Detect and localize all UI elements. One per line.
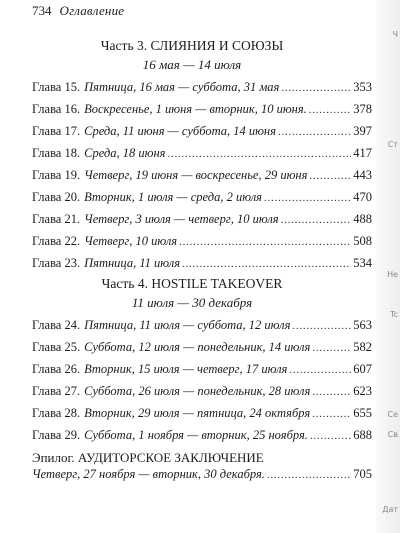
leader-dots [264,192,351,204]
leader-dots [281,82,351,94]
toc-entry[interactable] [32,80,372,98]
toc-entry[interactable] [32,168,372,186]
chapter-page: 470 [353,190,372,204]
chapter-dates: Пятница, 11 июля — суббота, 12 июля [84,318,291,332]
epilogue-page: 705 [353,467,372,481]
toc-entry[interactable] [32,190,372,208]
chapter-label: Глава 21. [32,212,81,226]
chapter-dates: Суббота, 26 июля — понедельник, 28 июля [84,384,311,398]
bleed-fragment: Tc [390,310,398,319]
bleed-fragment: Ст [387,140,398,149]
leader-dots [281,214,352,226]
chapter-label: Глава 19. [32,168,81,182]
leader-dots [312,342,351,354]
chapter-dates: Пятница, 11 июля [84,256,181,270]
chapter-dates: Воскресенье, 1 июня — вторник, 10 июня. [84,102,307,116]
bleed-fragment: Се [387,410,398,419]
bleed-fragment: Ч [392,30,398,39]
leader-dots [267,469,351,481]
chapter-label: Глава 20. [32,190,81,204]
toc-entry[interactable] [32,428,372,446]
toc-entry[interactable] [32,102,372,120]
bleed-fragment: Дат [382,505,398,514]
toc-entry[interactable] [32,146,372,164]
toc-entry[interactable] [32,212,372,230]
chapter-dates: Суббота, 12 июля — понедельник, 14 июля [84,340,311,354]
leader-dots [289,364,351,376]
toc-entry[interactable] [32,256,372,274]
toc-entry[interactable] [32,318,372,336]
chapter-page: 582 [353,340,372,354]
page-header [32,3,124,19]
chapter-label: Глава 15. [32,80,81,94]
chapter-page: 443 [353,168,372,182]
leader-dots [309,104,351,116]
chapter-page: 508 [353,234,372,248]
epilogue-desc: Четверг, 27 ноября — вторник, 30 декабря. [32,467,265,481]
chapter-label: Глава 29. [32,428,81,442]
bleed-fragment: He [387,270,398,279]
chapter-dates: Вторник, 15 июля — четверг, 17 июля [84,362,288,376]
chapter-dates: Вторник, 1 июля — среда, 2 июля [84,190,262,204]
toc-entry[interactable] [32,406,372,424]
epilogue-title: Эпилог. АУДИТОРСКОЕ ЗАКЛЮЧЕНИЕ [32,450,264,465]
chapter-label: Глава 26. [32,362,81,376]
chapter-label: Глава 17. [32,124,81,138]
chapter-page: 534 [353,256,372,270]
leader-dots [167,148,351,160]
header-title: Оглавление [59,3,125,18]
chapter-dates: Среда, 11 июня — суббота, 14 июня [84,124,276,138]
chapter-page: 353 [353,80,372,94]
chapter-label: Глава 23. [32,256,81,270]
chapter-label: Глава 28. [32,406,81,420]
toc-entry[interactable] [32,124,372,142]
chapter-label: Глава 27. [32,384,81,398]
chapter-page: 623 [353,384,372,398]
part-3-title: Часть 3. СЛИЯНИЯ И СОЮЗЫ [100,38,284,53]
chapter-page: 688 [353,428,372,442]
chapter-dates: Четверг, 19 июня — воскресенье, 29 июня [84,168,308,182]
chapter-dates: Четверг, 3 июля — четверг, 10 июля [84,212,279,226]
adjacent-page-edge [376,0,400,533]
chapter-dates: Четверг, 10 июля [84,234,178,248]
epilogue-row[interactable] [32,467,372,485]
chapter-label: Глава 18. [32,146,81,160]
chapter-dates: Вторник, 29 июля — пятница, 24 октября [84,406,311,420]
leader-dots [179,236,351,248]
chapter-dates: Пятница, 16 мая — суббота, 31 мая [84,80,280,94]
page-number: 734 [32,3,52,18]
bleed-fragment: Cв [387,430,398,439]
toc-entry[interactable] [32,384,372,402]
leader-dots [292,320,351,332]
chapter-dates: Суббота, 1 ноября — вторник, 25 ноября. [84,428,308,442]
leader-dots [309,170,351,182]
chapter-label: Глава 25. [32,340,81,354]
part-3-dates: 16 мая — 14 июля [142,57,242,72]
chapter-page: 397 [353,124,372,138]
part-4-title: Часть 4. HOSTILE TAKEOVER [101,276,283,291]
leader-dots [312,408,351,420]
chapter-label: Глава 16. [32,102,81,116]
chapter-page: 417 [353,146,372,160]
toc-entry[interactable] [32,340,372,358]
chapter-page: 655 [353,406,372,420]
chapter-page: 488 [353,212,372,226]
chapter-dates: Среда, 18 июня [84,146,166,160]
chapter-page: 607 [353,362,372,376]
leader-dots [182,258,351,270]
leader-dots [278,126,351,138]
toc-entry[interactable] [32,234,372,252]
chapter-label: Глава 24. [32,318,81,332]
part-4-dates: 11 июля — 30 декабря [131,295,253,310]
chapter-label: Глава 22. [32,234,81,248]
chapter-page: 563 [353,318,372,332]
leader-dots [312,386,351,398]
toc-entry[interactable] [32,362,372,380]
leader-dots [310,430,351,442]
chapter-page: 378 [353,102,372,116]
